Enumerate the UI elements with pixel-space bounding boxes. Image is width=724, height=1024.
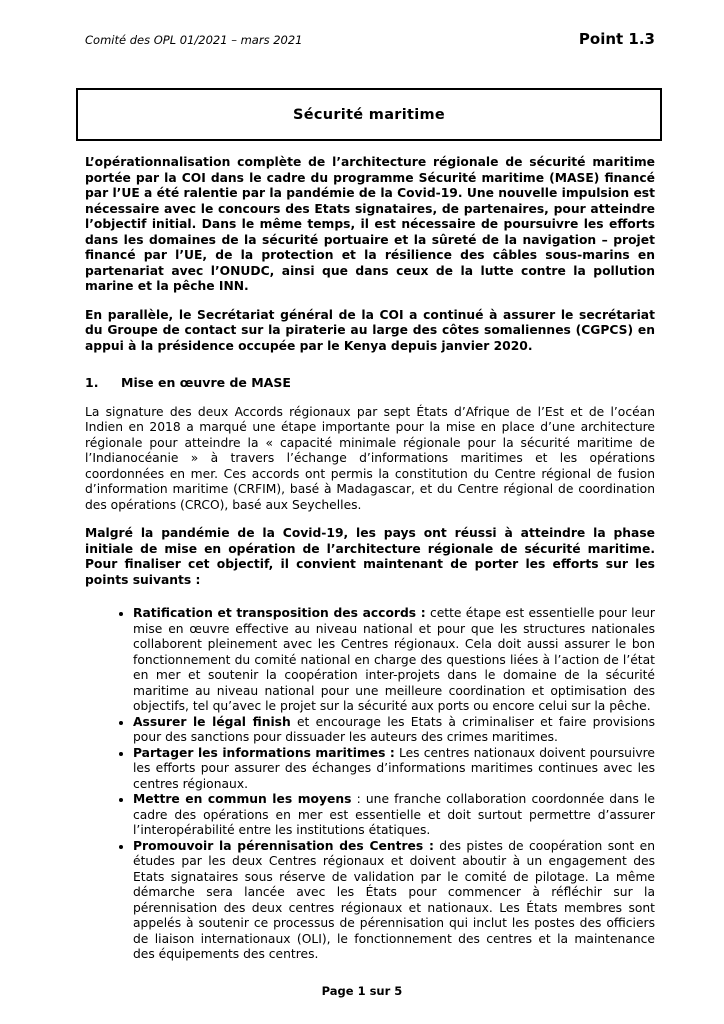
list-item-legal-finish: [133, 715, 655, 746]
bullet-lead: Promouvoir la pérennisation des Centres :: [133, 838, 434, 853]
intro-paragraph-2: En parallèle, le Secrétariat général de la COI a continué à assurer le secrétariat du Groupe de contact sur la piraterie au large des côtes somaliennes (CGPCS) en appui à la présidence occupée par le Kenya depuis janvier 2020.: [85, 307, 655, 353]
bullet-lead: Mettre en commun les moyens: [133, 792, 352, 806]
document-reference: Comité des OPL 01/2021 – mars 2021: [85, 33, 303, 47]
section-heading: [85, 375, 655, 391]
bullet-text: des pistes de coopération sont en études par les deux Centres régionaux et doivent aboutir à un engagement des Etats signataires sous réserve de validation par le comité de pilotage. La même démarche sera lancée avec les États pour commencer à réfléchir sur la pérennisation des deux centres régionaux et nationaux. Les États membres sont appelés à soutenir ce processus de pérennisation qui inclut les postes des officiers de liaison internationaux (OLI), le fonctionnement des centres et la maintenance des équipements des centres.: [133, 838, 655, 961]
bullet-lead: Partager les informations maritimes :: [133, 745, 395, 760]
list-item-mise-en-commun: [133, 792, 655, 839]
intro-paragraph-1: L’opérationnalisation complète de l’architecture régionale de sécurité maritime portée par la COI dans le cadre du programme Sécurité maritime (MASE) financé par l’UE a été ralentie par la pandémie de la Covid-19. Une nouvelle impulsion est nécessaire avec le concours des Etats signataires, de partenaires, pour atteindre l’objectif initial. Dans le même temps, il est nécessaire de poursuivre les efforts dans les domaines de la sécurité portuaire et la sûreté de la navigation – projet financé par l’UE, de la protection et la résilience des câbles sous-marins en partenariat avec l’ONUDC, ainsi que dans ceux de la lutte contre la pollution marine et la pêche INN.: [85, 155, 655, 293]
bullet-list: [85, 606, 655, 963]
bullet-text: : une franche collaboration coordonnée dans le cadre des opérations en mer est essentielle et doit surtout permettre d’assurer l’interopérabilité entre les institutions étatiques.: [133, 792, 655, 837]
agenda-point-label: Point 1.3: [578, 30, 655, 48]
bullet-lead: Ratification et transposition des accords :: [133, 606, 426, 620]
section-title: Mise en œuvre de MASE: [121, 375, 291, 390]
section-body-paragraph: La signature des deux Accords régionaux par sept États d’Afrique de l’Est et de l’océan Indien en 2018 a marqué une étape importante pour la mise en place d’une architecture régionale pour atteindre la « capacité minimale régionale pour la sécurité maritime de l’Indianocéanie » à travers l’échange d’informations maritimes et les opérations coordonnées en mer. Ces accords ont permis la constitution du Centre régional de fusion d’information maritime (CRFIM), basé à Madagascar, et du Centre régional de coordination des opérations (CRCO), basé aux Seychelles.: [85, 404, 655, 512]
list-item-perennisation: [133, 839, 655, 963]
page-header: [85, 30, 655, 48]
list-item-partage-informations: [133, 746, 655, 793]
page-number: Page 1 sur 5: [321, 984, 403, 998]
list-item-ratification: [133, 606, 655, 715]
section-emphasis-paragraph: Malgré la pandémie de la Covid-19, les pays ont réussi à atteindre la phase initiale de mise en opération de l’architecture régionale de sécurité maritime. Pour finaliser cet objectif, il convient maintenant de porter les efforts sur les points suivants :: [85, 526, 655, 587]
document-title: Sécurité maritime: [292, 106, 446, 123]
title-box: [76, 88, 662, 141]
section-number: 1.: [85, 375, 99, 390]
bullet-text: et encourage les Etats à criminaliser et faire provisions pour des sanctions pour dissuader les auteurs des crimes maritimes.: [133, 714, 655, 744]
bullet-text: cette étape est essentielle pour leur mise en œuvre effective au niveau national et pour que les structures nationales collaborent pleinement avec les Centres régionaux. Cela doit aussi assurer le bon fonctionnement du comité national en charge des questions liées à l’action de l’état en mer et soutenir la coopération inter-projets dans le domaine de la sécurité maritime au niveau national pour une meilleure coordination et optimisation des objectifs, tel qu’avec le projet sur la sécurité aux ports ou encore celui sur la pêche.: [133, 606, 655, 713]
bullet-text: Les centres nationaux doivent poursuivre les efforts pour assurer des échanges d’informations maritimes continues avec les centres régionaux.: [133, 745, 656, 791]
bullet-lead: Assurer le légal finish: [133, 714, 291, 729]
